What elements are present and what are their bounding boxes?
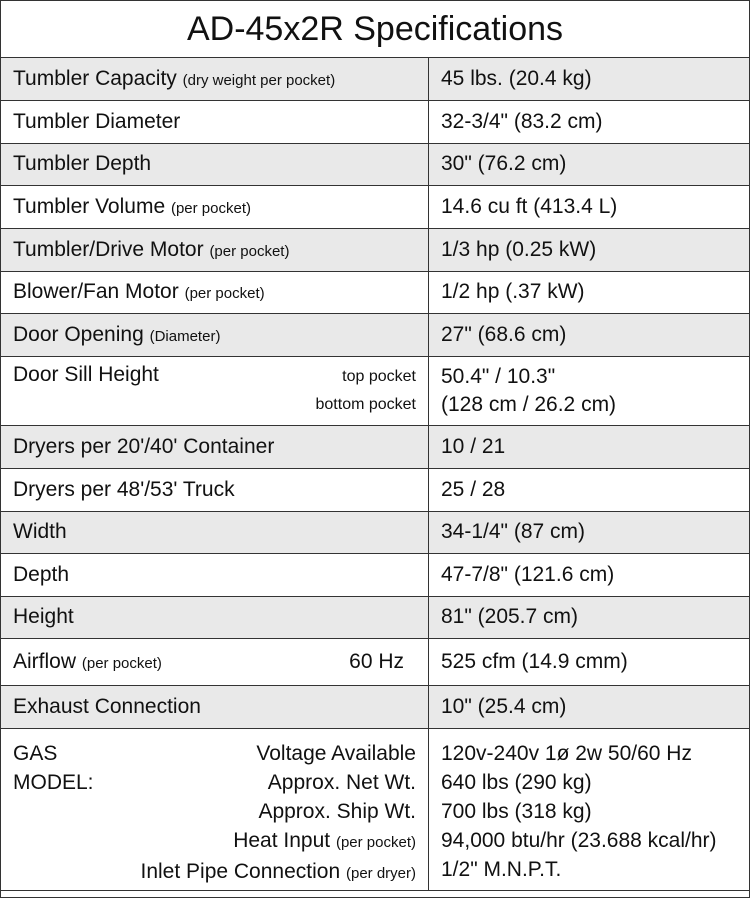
spec-label: Tumbler Capacity [13,66,177,90]
spec-row [1,511,749,553]
top-pocket-value: 50.4" / 10.3" [441,364,556,388]
gas-item-value: 700 lbs (318 kg) [441,799,592,823]
bottom-pocket-label: bottom pocket [315,395,416,413]
spec-label: Tumbler Diameter [13,109,181,133]
gas-item-value: 94,000 btu/hr (23.688 kcal/hr) [441,828,717,852]
spec-row [1,313,749,356]
spec-row [1,271,749,313]
spec-row [1,596,749,638]
door-sill-row [1,356,749,425]
spec-value: 14.6 cu ft (413.4 L) [429,185,750,228]
door-sill-label: Door Sill Height [13,362,159,386]
bottom-pocket-value: (128 cm / 26.2 cm) [441,392,617,416]
spec-row [1,468,749,511]
airflow-note: (per pocket) [81,654,162,672]
gas-item-label: Heat Input (per pocket) [233,828,416,852]
spec-label: Depth [1,553,429,596]
airflow-frequency: 60 Hz [349,649,404,673]
spec-label: Tumbler Volume [13,194,166,218]
gas-item-label: Approx. Ship Wt. [258,799,416,823]
top-pocket-label: top pocket [342,367,416,385]
spec-note: (per pocket) [170,199,252,217]
exhaust-label: Exhaust Connection [1,685,429,728]
spec-label: Tumbler/Drive Motor [13,237,204,261]
spec-value: 1/2 hp (.37 kW) [429,271,750,313]
exhaust-row [1,685,749,728]
spec-row [1,553,749,596]
airflow-row [1,638,749,685]
spec-row [1,228,749,271]
spec-row [1,143,749,185]
spec-value: 32-3/4" (83.2 cm) [429,100,750,143]
spec-row [1,100,749,143]
airflow-label: Airflow [13,649,77,673]
spec-value: 25 / 28 [429,468,750,511]
spec-note: (per pocket) [209,242,290,260]
spec-row [1,58,749,100]
spec-value: 34-1/4" (87 cm) [429,511,750,553]
gas-item-label: Inlet Pipe Connection (per dryer) [140,859,416,883]
spec-table [1,58,749,891]
spec-note: (dry weight per pocket) [182,71,336,89]
spec-label: Blower/Fan Motor [13,280,179,303]
spec-row [1,185,749,228]
spec-label: Door Opening [13,322,144,346]
spec-label: Height [1,596,429,638]
gas-item-label: Approx. Net Wt. [267,770,416,794]
gas-item-value: 120v-240v 1ø 2w 50/60 Hz [441,741,692,765]
spec-row [1,425,749,468]
gas-model-label: GAS MODEL: [13,741,94,794]
spec-label: Dryers per 48'/53' Truck [1,468,429,511]
spec-value: 10 / 21 [429,425,750,468]
gas-item-value: 1/2" M.N.P.T. [441,857,562,881]
spec-value: 27" (68.6 cm) [429,313,750,356]
exhaust-value: 10" (25.4 cm) [429,685,750,728]
gas-item-label: Voltage Available [256,741,416,765]
spec-value: 47-7/8" (121.6 cm) [429,553,750,596]
spec-note: (Diameter) [149,327,221,345]
spec-label: Width [1,511,429,553]
spec-note: (per pocket) [184,285,265,302]
gas-model-row [1,728,749,890]
spec-label: Dryers per 20'/40' Container [1,425,429,468]
spec-label: Tumbler Depth [13,152,152,175]
gas-item-value: 640 lbs (290 kg) [441,770,592,794]
spec-value: 1/3 hp (0.25 kW) [429,228,750,271]
spec-value: 30" (76.2 cm) [429,143,750,185]
spec-value: 81" (205.7 cm) [429,596,750,638]
spec-value: 45 lbs. (20.4 kg) [429,58,750,100]
page-title: AD-45x2R Specifications [1,1,749,58]
airflow-value: 525 cfm (14.9 cmm) [429,638,750,685]
